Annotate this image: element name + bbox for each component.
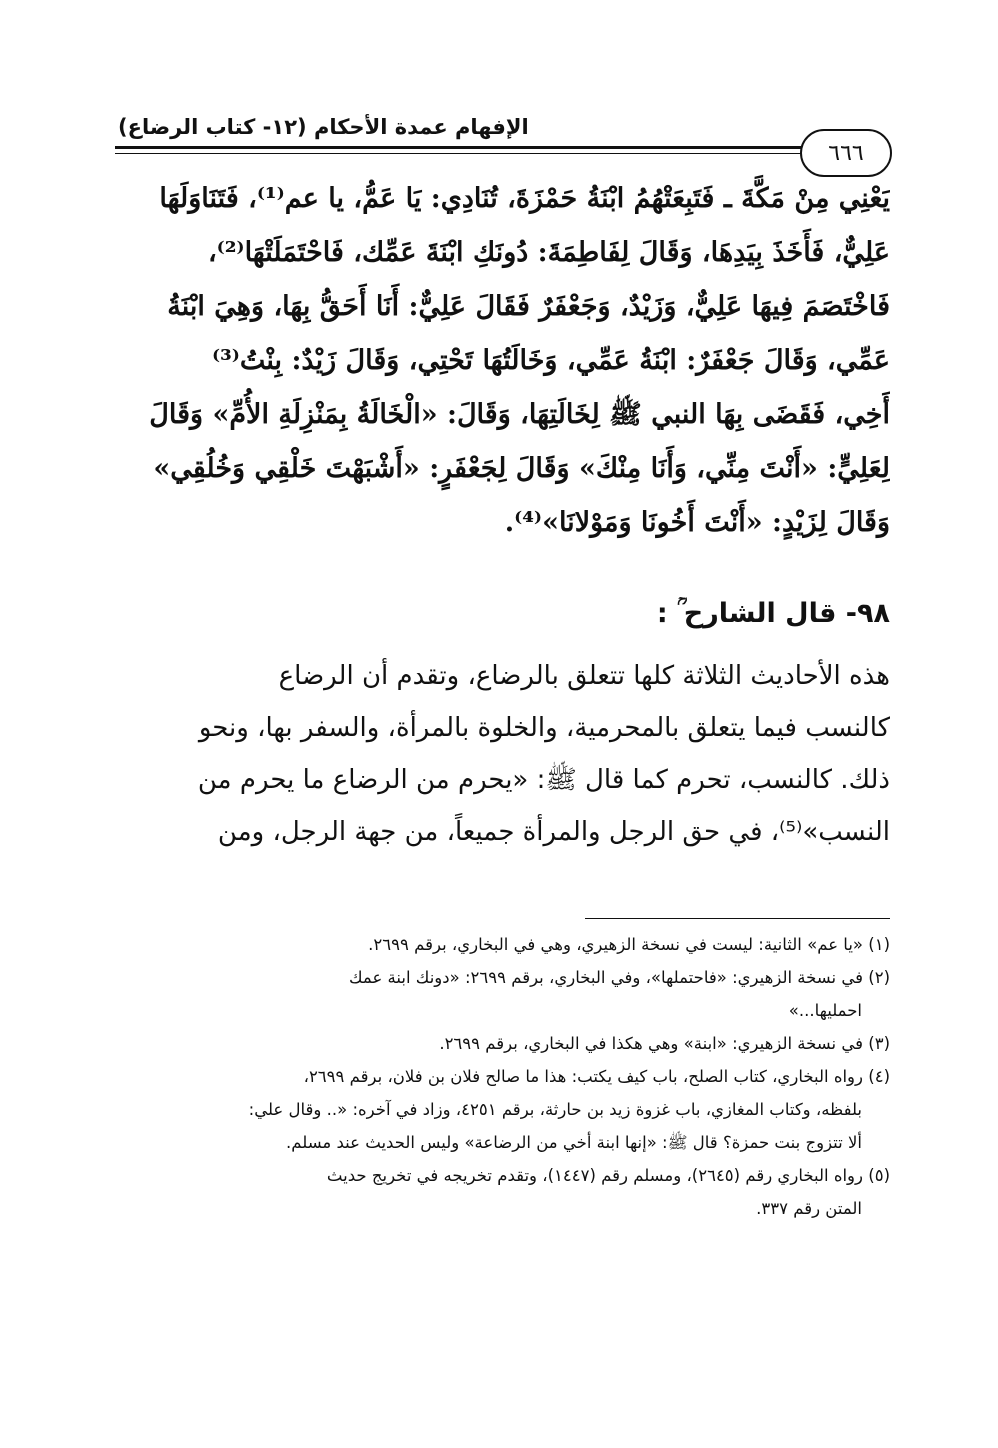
commentary-line: هذه الأحاديث الثلاثة كلها تتعلق بالرضاع، وتقدم أن الرضاع bbox=[278, 661, 890, 691]
footnote-4-cont: بلفظه، وكتاب المغازي، باب غزوة زيد بن حارثة، برقم ٤٢٥١، وزاد في آخره: «.. وقال علي: bbox=[248, 1100, 862, 1119]
footnote-separator bbox=[585, 918, 890, 919]
footnote-5-cont: المتن رقم ٣٣٧. bbox=[756, 1199, 862, 1218]
hadith-text bbox=[108, 172, 890, 550]
footnotes bbox=[108, 928, 890, 1225]
footnote-4-cont: ألا تتزوج بنت حمزة؟ قال ﷺ: «إنها ابنة أخي من الرضاعة» وليس الحديث عند مسلم. bbox=[286, 1133, 862, 1152]
footnote-5: (٥) رواه البخاري رقم (٢٦٤٥)، ومسلم رقم (١٤٤٧)، وتقدم تخريجه في تخريج حديث bbox=[326, 1166, 890, 1185]
hadith-line: يَعْنِي مِنْ مَكَّةَ ـ فَتَبِعَتْهُمُ ابْنَةُ حَمْزَةَ، تُنَادِي: يَا عَمُّ، يا عم⁽¹⁾، فَتَنَاوَلَهَا bbox=[159, 183, 890, 214]
commentary-line: كالنسب فيما يتعلق بالمحرمية، والخلوة بالمرأة، والسفر بها، ونحو bbox=[198, 713, 890, 743]
hadith-line: أَخِي، فَقَضَى بِهَا النبي ﷺ لِخَالَتِهَا، وَقَالَ: «الْخَالَةُ بِمَنْزِلَةِ الأُمِّ» وَقَالَ bbox=[149, 399, 890, 430]
hadith-line: عَلِيٌّ، فَأَخَذَ بِيَدِهَا، وَقَالَ لِفَاطِمَةَ: دُونَكِ ابْنَةَ عَمِّك، فَاحْتَمَلَتْهَا⁽²⁾، bbox=[207, 237, 890, 268]
hadith-line: وَقَالَ لِزَيْدٍ: «أَنْتَ أَخُونَا وَمَوْلانَا»⁽⁴⁾. bbox=[504, 507, 890, 538]
footnote-2-cont: احمليها...» bbox=[788, 1001, 862, 1020]
footnote-4: (٤) رواه البخاري، كتاب الصلح، باب كيف يكتب: هذا ما صالح فلان بن فلان، برقم ٢٦٩٩، bbox=[303, 1067, 890, 1086]
section-heading: ٩٨- قال الشارح ؒ : bbox=[656, 598, 890, 629]
hadith-line: فَاخْتَصَمَ فِيهَا عَلِيٌّ، وَزَيْدٌ، وَجَعْفَرٌ فَقَالَ عَلِيٌّ: أَنَا أَحَقُّ بِهَا، وَهِيَ ابْنَةُ bbox=[167, 291, 890, 322]
footnote-2: (٢) في نسخة الزهيري: «فاحتملها»، وفي البخاري، برقم ٢٦٩٩: «دونك ابنة عمك bbox=[349, 968, 890, 987]
footnote-3: (٣) في نسخة الزهيري: «ابنة» وهي هكذا في البخاري، برقم ٢٦٩٩. bbox=[439, 1034, 890, 1053]
commentary-line: النسب»⁽⁵⁾، في حق الرجل والمرأة جميعاً، من جهة الرجل، ومن bbox=[217, 817, 890, 847]
hadith-line: لِعَلِيٍّ: «أَنْتَ مِنِّي، وَأَنَا مِنْكَ» وَقَالَ لِجَعْفَرٍ: «أَشْبَهْتَ خَلْقِي وَخُلُقِي» bbox=[153, 453, 890, 484]
hadith-line: عَمِّي، وَقَالَ جَعْفَرٌ: ابْنَةُ عَمِّي، وَخَالَتُهَا تَحْتِي، وَقَالَ زَيْدٌ: بِنْتُ⁽³⁾ bbox=[211, 345, 890, 376]
commentary-line: ذلك. كالنسب، تحرم كما قال ﷺ: «يحرم من الرضاع ما يحرم من bbox=[197, 765, 890, 795]
header-rule-thin bbox=[115, 153, 805, 154]
commentary-text bbox=[108, 650, 890, 858]
header-rule-thick bbox=[115, 146, 805, 149]
footnote-1: (١) «يا عم» الثانية: ليست في نسخة الزهيري، وهي في البخاري، برقم ٢٦٩٩. bbox=[368, 935, 890, 954]
running-header-title: الإفهام عمدة الأحكام (١٢- كتاب الرضاع) bbox=[118, 115, 529, 139]
page-number: ٦٦٦ bbox=[800, 129, 892, 177]
